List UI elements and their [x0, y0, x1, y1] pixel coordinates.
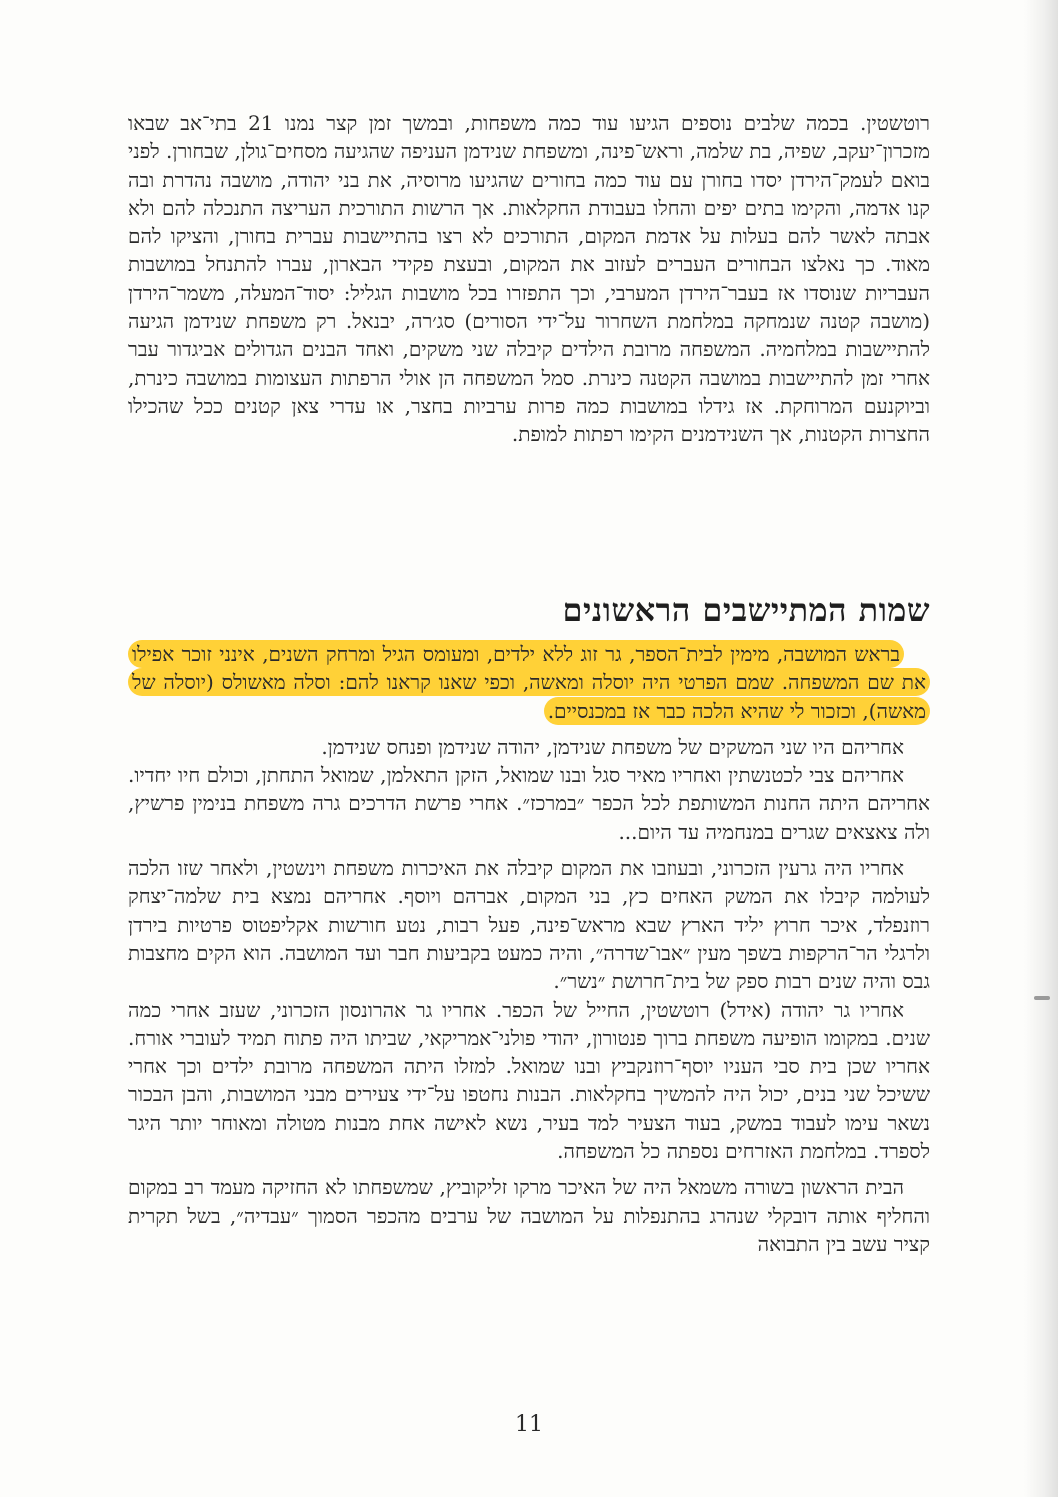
paragraph: אחריו היה גרעין הזכרוני, ובעוזבו את המקום קיבלה את האיכרות משפחת וינשטין, ולאחר שזו הלכה לעולמה קיבלו את המשק האחים כץ, בני המקום, אברהם ויוסף. אחריהם נמצא בית שלמה־יצחק רוזנפלד, איכר חרוץ יליד הארץ שבא מראש־פינה, פעל רבות, נטע חורשות אקליפטוס פרטיות בירדן ולרגלי הר־הרקפות בשפך מעין ״אבו־שדרה״, והיה כמעט בקביעות חבר ועד המושבה. הוא הקים מחצבות גבס והיה שנים רבות ספק של בית־חרושת ״נשר״. — [128, 856, 930, 994]
paragraph: אחריהם צבי לכטנשתין ואחריו מאיר סגל ובנו שמואל, הזקן התאלמן, שמואל התחתן, וכולם חיו יחדיו. אחריהם היתה החנות המשותפת לכל הכפר ״במרכז״. אחרי פרשת הדרכים גרה משפחת בנימין פרשיץ, ולה צאצאים שגרים במנחמיה עד היום... — [128, 763, 930, 844]
highlighter-mark: בראש המושבה, מימין לבית־הספר, גר זוג ללא ילדים, ומעומס הגיל ומרחק השנים, אינני זוכר אפילו את שם המשפחה. שמם הפרטי היה יוסלה ומאשה, וכפי שאנו קראנו להם: וסלה מאשולס (יוסלה של מאשה), וכזכור לי שהיא הלכה כבר אז במכנסיים. — [128, 640, 930, 725]
paragraph: אחריו גר יהודה (אידל) רוטשטין, החייל של הכפר. אחריו גר אהרונסון הזכרוני, שעזב אחרי כמה שנים. במקומו הופיעה משפחת ברוך פנטורון, יהודי פולני־אמריקאי, שביתו היה פתוח תמיד לעוברי אורח. אחריו שכן בית סבי העניו יוסף־רוזנקביץ ובנו שמואל. למזלו היתה המשפחה מרובת ילדים וכך אחרי ששיכל שני בנים, יכול היה להמשיך בחקלאות. הבנות נחטפו על־ידי צעירים מבני המושבות, והבן הבכור נשאר עימו לעבוד במשק, בעוד הצעיר למד בעיר, נשא לאישה אחת מבנות מטולה ומאוחר יותר היגר לספרד. במלחמת האזרחים נספתה כל המשפחה. — [128, 997, 930, 1164]
settlers-text-block — [128, 640, 930, 1258]
paragraph: רוטשטין. בכמה שלבים נוספים הגיעו עוד כמה משפחות, ובמשך זמן קצר נמנו 21 בתי־אב שבאו מזכרון־יעקב, שפיה, בת שלמה, וראש־פינה, ומשפחת שנידמן העניפה שהגיעה מסחים־גולן, שבחורן. לפני בואם לעמק־הירדן יסדו בחורן עם עוד כמה בחורים שהגיעו מרוסיה, את בני יהודה, מושבה נהדרת ובה קנו אדמה, והקימו בתים יפים והחלו בעבודת החקלאות. אך הרשות התורכית העריצה התנכלה להם ולא אבתה לאשר להם בעלות על אדמת המקום, התורכים לא רצו בהתיישבות עברית בחורן, והציקו להם מאוד. כך נאלצו הבחורים העברים לעזוב את המקום, ובעצת פקידי הבארון, עברו להתנחל במושבות העבריות שנוסדו אז בעבר־הירדן המערבי, וכך התפזרו בכל מושבות הגליל: יסוד־המעלה, משמר־הירדן (מושבה קטנה שנמחקה במלחמת השחרור על־ידי הסורים) סג׳רה, יבנאל. רק משפחת שנידמן הגיעה להתיישבות במלחמיה. המשפחה מרובת הילדים קיבלה שני משקים, ואחד הבנים הגדולים אביגדור עבר אחרי זמן להתיישבות במושבה הקטנה כינרת. סמל המשפחה הן אולי הרפתות העצומות במושבה כינרת, וביוקנעם המרוחקת. אז גידלו במושבות כמה פרות ערביות בחצר, או עדרי צאן קטנים ככל שהכילו החצרות הקטנות, אך השנידמנים הקימו רפתות למופת. — [128, 111, 930, 447]
paragraph: הבית הראשון בשורה משמאל היה של האיכר מרקו זליקוביץ, שמשפחתו לא החזיקה מעמד רב במקום והחליף אותה דובקלי שנהרג בהתנפלות על המושבה של ערבים מהכפר הסמוך ״עבדיה״, בשל תקרית קציר עשב בין התבואה — [128, 1175, 930, 1256]
paragraph: אחריהם היו שני המשקים של משפחת שנידמן, יהודה שנידמן ופנחס שנידמן. — [321, 734, 904, 759]
section-heading: שמות המתיישבים הראשונים — [562, 591, 930, 629]
scan-edge-shadow — [1024, 0, 1058, 1497]
page-number: 11 — [515, 1412, 543, 1437]
scan-speck — [1034, 996, 1050, 1000]
highlighted-paragraph — [128, 640, 930, 725]
intro-text-block — [128, 109, 930, 449]
